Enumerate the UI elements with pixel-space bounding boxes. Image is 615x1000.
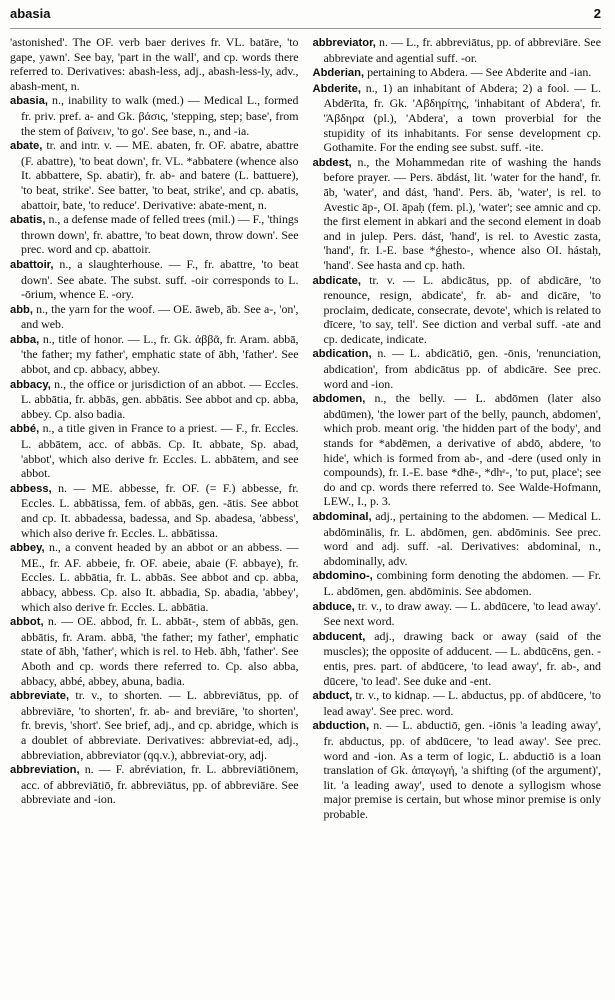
entry-headword: abdication, [312,348,372,361]
entry-text: n., a defense made of felled trees (mil.) — F., 'things thrown down', fr. abattre, 'to beat down, throw down'. See prec. word and cp. abattoir. [21,212,299,257]
dictionary-entry [10,332,299,377]
dictionary-entry [10,93,299,138]
dictionary-entry [313,629,602,688]
dictionary-entry [10,762,299,807]
dictionary-entry [10,688,299,762]
entry-headword: abate, [10,140,43,153]
entry-text: tr. and intr. v. — ME. abaten, fr. OF. abatre, abattre (F. abattre), 'to beat down', fr. VL. *abbatere (whence also It. abbattere, Sp. abatir), fr. ab- and batere (L. battuere), 'to beat, strike'. See batter, 'to beat, strike', and cp. abatis, abattoir, bate, 'to reduce'. Derivative: abate-ment, n. [21,138,299,212]
entry-headword: abdomen, [312,393,366,406]
dictionary-entry [313,155,602,273]
running-head: abasia [10,6,51,21]
dictionary-entry [313,65,602,81]
entry-text: n. — OE. abbod, fr. L. abbāt-, stem of abbās, gen. abbātis, fr. Aram. abbā, 'the father; my father', emphatic state of ābh, 'father', which is rel. to Heb. ābh, 'father'. See Aboth and cp. words there referred to. Cp. also abba, abbacy, abbé, abbey, abuna, badia. [21,614,299,688]
right-column [313,35,602,821]
entry-headword: abbé, [10,423,40,436]
entry-headword: abdicate, [312,274,361,287]
dictionary-entry [313,35,602,65]
dictionary-entry [10,138,299,212]
entry-text: 'astonished'. The OF. verb baer derives fr. VL. batāre, 'to gape, yawn'. See bay, 'part in the wall', and cp. words there referred to. Derivatives: abash-less, adj., abash-less-ly, adv., abash-ment, n. [10,35,299,93]
entry-headword: abbreviator, [312,37,376,49]
dictionary-entry [313,81,602,155]
entry-text: adj., pertaining to the abdomen. — Medical L. abdōminālis, fr. L. abdōmen, gen. abdōminis. See prec. word and adj. suff. -al. Derivatives: abdominal, n., abdominally, adv. [323,509,601,568]
entry-text: n., the office or jurisdiction of an abbot. — Eccles. L. abbātia, fr. abbās, gen. abbātis. See abbot and cp. abba, abbey. Cp. also badia. [21,376,299,421]
entry-text: adj., drawing back or away (said of the muscles); the opposite of adducent. — L. abdūcēns, gen. -entis, pres. part. of abdūcere, 'to lead away', fr. ab-, and dūcere, 'to lead'. See duke and -ent. [323,628,601,688]
entry-text: n. — L., fr. abbreviātus, pp. of abbreviāre. See abbreviate and agential suff. -or. [323,35,601,65]
entry-headword: Abderite, [312,82,361,95]
entry-text: n., inability to walk (med.) — Medical L., formed fr. priv. pref. a- and Gk. βάσις, 'stepping, step; base', from the stem of βαίνειν, 'to go'. See base, n., and -ia. [21,93,299,138]
entry-headword: abdominal, [312,511,372,523]
dictionary-entry [10,377,299,422]
dictionary-entry [10,540,299,614]
dictionary-entry [313,509,602,568]
entry-headword: abbess, [10,482,52,495]
entry-text: n., 1) an inhabitant of Abdera; 2) a fool. — L. Abdērīta, fr. Gk. 'Αβδηρίτης, 'inhabitant of Abdera', fr. 'Άβδηρα (pl.), 'Abdera', a town proverbial for the stupidity of its inhabitants. For sense development cp. Gothamite. For the ending see subst. suff. -ite. [323,80,601,155]
entry-headword: abattoir, [10,258,54,271]
entry-headword: abducent, [312,630,366,643]
entry-headword: abbey, [10,542,45,555]
entry-text: n., a title given in France to a priest. — F., fr. Eccles. L. abbātem, acc. of abbās. Cp. It. abbate, Sp. abad, 'abbot', which also derive fr. Eccles. L. abbātem, and see abbot. [21,421,299,481]
entry-text: n., the yarn for the woof. — OE. āweb, āb. See a-, 'on', and web. [21,301,299,332]
entry-headword: abduction, [312,720,370,733]
entry-text: n., title of honor. — L., fr. Gk. ἀββᾶ, fr. Aram. abbā, 'the father; my father', emphatic state of ābh, 'father'. See abbot, and cp. abbacy, abbey. [21,331,299,377]
entry-text: tr. v., to shorten. — L. abbreviātus, pp. of abbreviāre, 'to shorten', fr. ab- and breviāre, 'to shorten', fr. brevis, 'short'. See brief, adj., and cp. abridge, which is a doublet of abbreviate. Derivatives: abbreviat-ed, adj., abbreviation, abbreviator (qq.v.), abbreviat-ory, adj. [21,688,299,762]
left-column [10,35,299,821]
dictionary-entry [313,273,602,347]
entry-text: n. — F. abréviation, fr. L. abbreviātiōnem, acc. of abbreviātiō, fr. abbreviātus, pp. of abbreviāre. See abbreviate and -ion. [21,762,299,807]
entry-headword: abdomino-, [312,570,373,583]
entry-text: n., a slaughterhouse. — F., fr. abattre, 'to beat down'. See abate. The subst. suff. -oir corresponds to L. -ōrium, whence E. -ory. [21,256,299,302]
dictionary-entry [10,421,299,480]
page-header [10,6,601,29]
dictionary-entry [10,302,299,332]
entry-headword: abbacy, [10,378,51,391]
dictionary-entry [10,257,299,302]
dictionary-entry [313,391,602,509]
entry-text: n. — L. abdicātiō, gen. -ōnis, 'renunciation, abdication', from abdicātus pp. of abdicāre. See prec. word and -ion. [323,346,601,391]
entry-text: n., the Mohammedan rite of washing the hands before prayer. — Pers. ābdást, lit. 'water for the hand', fr. āb, 'water', and dást, 'hand'. Pers. āb, 'water', is rel. to Avestic āp-, OI. āpaḥ (fem. pl.), 'water'; see amnic and cp. the first element in abkari and the second element in doab and in julep. Pers. dást, 'hand', is rel. to Avestic zasta, 'hand', fr. I.-E. base *ǵhesto-, whence also OI. hástaḥ, 'hand'. See hasta and cp. hath. [323,154,601,272]
entry-text: n., a convent headed by an abbot or an abbess. — ME., fr. AF. abbeie, fr. OF. abeie, abaie (F. abbaye), fr. Eccles. L. abbātia, fr. L. abbās. See abbot and cp. abba, abbacy, abbess. Cp. also It. abbadia, Sp. abadia, 'abbey', which also derive fr. Eccles. L. abbātia. [21,540,299,614]
entry-headword: abdest, [312,156,352,169]
columns [10,35,601,821]
dictionary-entry [313,568,602,598]
entry-headword: abba, [10,333,40,346]
entry-headword: abduce, [312,600,355,613]
entry-text: n., the belly. — L. abdōmen (later also abdūmen), 'the lower part of the belly, paunch, abdomen', which prob. meant orig. 'the hidden part of the body', and stands for *abdēmen, a derivative of abdō, abdere, 'to hide', which is formed from ab-, and -dere (used only in compounds), fr. I.-E. base *dhē-, *dhᵉ-, 'to put, place'; see do and cp. words there referred to. See Walde-Hofmann, LEW., I., p. 3. [323,391,601,509]
entry-text: n. — L. abductiō, gen. -iōnis 'a leading away', fr. abductus, pp. of abdūcere, 'to lead away'. See prec. word and -ion. As a term of logic, L. abductiō is a loan translation of Gk. ἀπαγωγή, 'a shifting (of the argument)', lit. 'a leading away', used to denote a syllogism whose major premise is certain, but whose minor premise is only probable. [323,718,601,821]
entry-text: combining form denoting the abdomen. — Fr. L. abdōmen, gen. abdōminis. See abdomen. [323,568,601,598]
dictionary-entry [313,718,602,821]
entry-text: tr. v., to kidnap. — L. abductus, pp. of abdūcere, 'to lead away'. See prec. word. [323,688,601,718]
entry-text: n. — ME. abbesse, fr. OF. (= F.) abbesse, fr. Eccles. L. abbātissa, fem. of abbās, gen. -ātis. See abbot and cp. It. abbadessa, badessa, and Sp. abadesa, 'abbess', which also derive fr. Eccles. L. abbātissa. [21,480,299,540]
entry-headword: abbot, [10,616,44,629]
dictionary-entry [10,212,299,257]
entry-headword: abbreviate, [10,690,70,703]
dictionary-entry [10,481,299,540]
page-number: 2 [593,6,601,21]
dictionary-entry [313,688,602,718]
dictionary-entry [313,599,602,629]
entry-headword: abduct, [312,690,353,703]
entry-text: tr. v., to draw away. — L. abdūcere, 'to lead away'. See next word. [323,598,601,629]
entry-headword: Abderian, [312,67,365,80]
entry-headword: abbreviation, [10,764,80,777]
entry-text: pertaining to Abdera. — See Abderite and -ian. [364,65,592,80]
entry-headword: abb, [10,303,33,316]
entry-text: tr. v. — L. abdicātus, pp. of abdicāre, 'to renounce, resign, abdicate', fr. ab- and dicāre, 'to proclaim, dedicate, consecrate, devote', which is related to dīcere, 'to say, tell'. See diction and verbal suff. -ate and cp. dedicate, indicate. [323,272,601,346]
dictionary-entry [10,35,299,93]
dictionary-entry [10,614,299,688]
entry-headword: abatis, [10,214,46,227]
entry-headword: abasia, [10,95,48,108]
dictionary-entry [313,346,602,391]
